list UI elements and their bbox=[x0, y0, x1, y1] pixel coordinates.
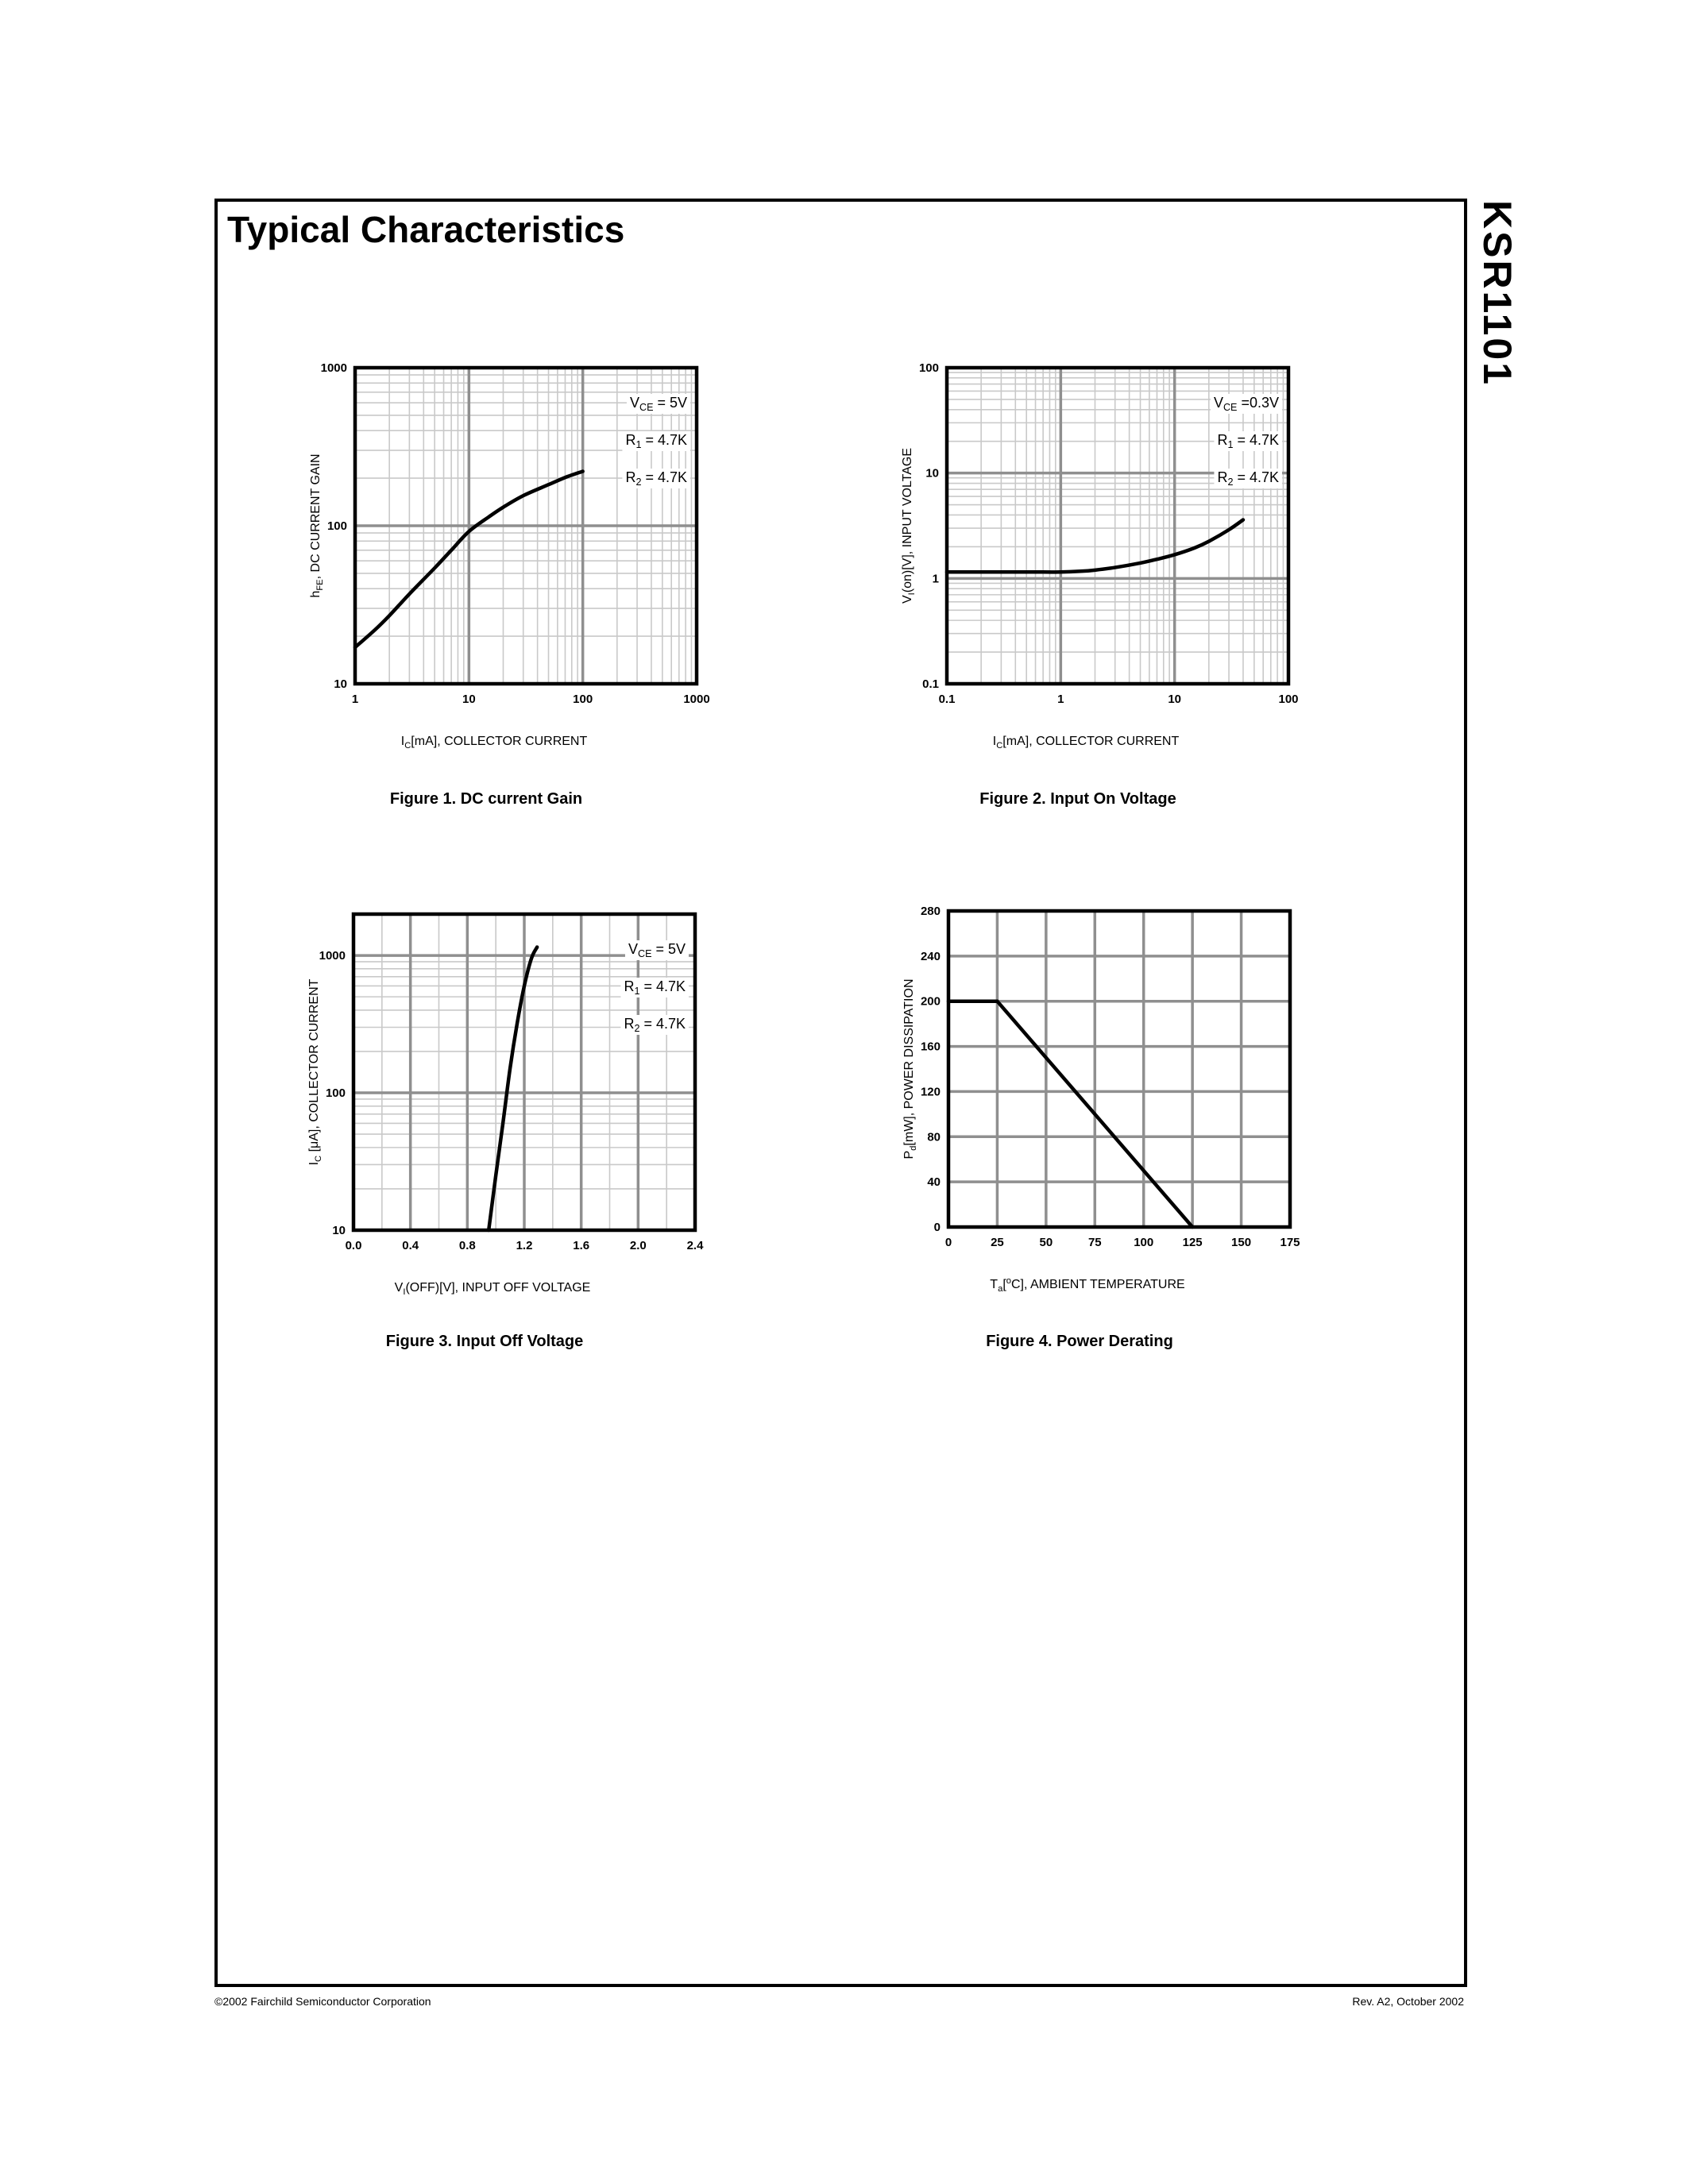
svg-text:VCE = 5V: $V_{CE} = 5V$ bbox=[628, 941, 686, 959]
svg-text:hFE, DC CURRENT GAIN: $h_{FE}$, DC CURRENT GAIN bbox=[309, 453, 325, 598]
svg-text:125: 125 bbox=[1182, 1236, 1203, 1249]
svg-text:0.1: 0.1 bbox=[922, 677, 939, 691]
figure3-chart bbox=[262, 893, 802, 1314]
figure1-chart bbox=[264, 346, 804, 767]
svg-text:R1 = 4.7K: $R_1 = 4.7K$ bbox=[1217, 432, 1279, 450]
svg-text:100: 100 bbox=[573, 693, 593, 706]
svg-text:IC[mA], COLLECTOR CURRENT: $I_C[mA]$, COLLECTOR CURRENT bbox=[992, 735, 1180, 751]
svg-text:R2 = 4.7K: $R_2 = 4.7K$ bbox=[1217, 469, 1279, 488]
svg-text:0.8: 0.8 bbox=[458, 1239, 476, 1252]
svg-text:120: 120 bbox=[920, 1085, 941, 1099]
svg-text:R1 = 4.7K: $R_1 = 4.7K$ bbox=[624, 978, 686, 997]
figure4-caption: Figure 4. Power Derating bbox=[986, 1333, 1173, 1350]
svg-text:1.6: 1.6 bbox=[573, 1239, 590, 1252]
svg-text:40: 40 bbox=[927, 1175, 941, 1190]
svg-text:75: 75 bbox=[1087, 1236, 1102, 1249]
svg-text:10: 10 bbox=[1168, 693, 1182, 706]
svg-text:100: 100 bbox=[1134, 1236, 1154, 1249]
svg-text:IC[mA], COLLECTOR CURRENT: $I_C[mA]$, COLLECTOR CURRENT bbox=[400, 735, 588, 751]
svg-text:Pd[mW], POWER DISSIPATION: $P_d[mW]$, POWER DISSIPATION bbox=[902, 978, 918, 1160]
figure3-caption: Figure 3. Input Off Voltage bbox=[385, 1333, 584, 1350]
svg-text:200: 200 bbox=[920, 994, 941, 1009]
svg-text:R2 = 4.7K: $R_2 = 4.7K$ bbox=[624, 1016, 686, 1034]
svg-text:VCE = 5V: $V_{CE} = 5V$ bbox=[629, 395, 687, 413]
svg-text:VI(OFF)[V], INPUT OFF VOLTAGE: $V_I(OFF)[V]$, INPUT OFF VOLTAGE bbox=[394, 1281, 591, 1297]
svg-text:1000: 1000 bbox=[319, 949, 346, 963]
svg-text:1000: 1000 bbox=[320, 361, 347, 375]
svg-text:VI(on)[V], INPUT VOLTAGE: $V_I(on)[V]$, INPUT VOLTAGE bbox=[901, 447, 917, 604]
svg-text:1000: 1000 bbox=[683, 693, 710, 706]
svg-text:R2 = 4.7K: $R_2 = 4.7K$ bbox=[625, 469, 687, 488]
figure4-chart bbox=[857, 889, 1397, 1310]
svg-text:50: 50 bbox=[1039, 1236, 1053, 1249]
svg-text:10: 10 bbox=[925, 466, 939, 480]
svg-text:R1 = 4.7K: $R_1 = 4.7K$ bbox=[625, 432, 687, 450]
figure1-caption: Figure 1. DC current Gain bbox=[389, 790, 583, 808]
svg-text:1.2: 1.2 bbox=[516, 1239, 533, 1252]
svg-text:2.0: 2.0 bbox=[629, 1239, 647, 1252]
footer-revision: Rev. A2, October 2002 bbox=[1352, 1995, 1464, 2008]
svg-text:100: 100 bbox=[326, 519, 347, 533]
svg-text:VCE =0.3V: $V_{CE} =0.3V$ bbox=[1213, 395, 1279, 413]
footer-copyright: ©2002 Fairchild Semiconductor Corporation bbox=[214, 1995, 431, 2008]
part-number-label: KSR1101 bbox=[1475, 200, 1520, 388]
svg-text:1: 1 bbox=[932, 572, 939, 586]
svg-text:2.4: 2.4 bbox=[686, 1239, 704, 1252]
svg-text:175: 175 bbox=[1280, 1236, 1300, 1249]
svg-text:1: 1 bbox=[351, 693, 359, 706]
svg-text:240: 240 bbox=[920, 949, 941, 963]
svg-text:25: 25 bbox=[991, 1236, 1004, 1249]
svg-text:100: 100 bbox=[918, 361, 939, 375]
figure2-caption: Figure 2. Input On Voltage bbox=[979, 790, 1176, 808]
svg-text:Ta[oC], AMBIENT TEMPERATURE: $T_a[^oC]$, AMBIENT TEMPERATURE bbox=[990, 1276, 1185, 1294]
svg-text:10: 10 bbox=[334, 677, 347, 691]
svg-text:0: 0 bbox=[944, 1236, 952, 1249]
figure2-chart bbox=[856, 346, 1396, 767]
svg-text:1: 1 bbox=[1057, 693, 1064, 706]
svg-text:150: 150 bbox=[1231, 1236, 1252, 1249]
svg-text:IC [μA], COLLECTOR CURRENT: $I_C$ [μA], COLLECTOR CURRENT bbox=[307, 978, 323, 1166]
page-title: Typical Characteristics bbox=[227, 209, 625, 250]
svg-text:100: 100 bbox=[325, 1086, 346, 1101]
svg-text:0.4: 0.4 bbox=[402, 1239, 419, 1252]
svg-text:280: 280 bbox=[920, 905, 941, 918]
svg-text:0.1: 0.1 bbox=[938, 693, 956, 706]
svg-text:0.0: 0.0 bbox=[345, 1239, 362, 1252]
svg-text:0: 0 bbox=[933, 1221, 941, 1234]
svg-text:160: 160 bbox=[920, 1040, 941, 1054]
svg-text:100: 100 bbox=[1278, 693, 1299, 706]
svg-text:10: 10 bbox=[332, 1224, 346, 1237]
svg-text:80: 80 bbox=[927, 1130, 941, 1144]
svg-text:10: 10 bbox=[462, 693, 476, 706]
